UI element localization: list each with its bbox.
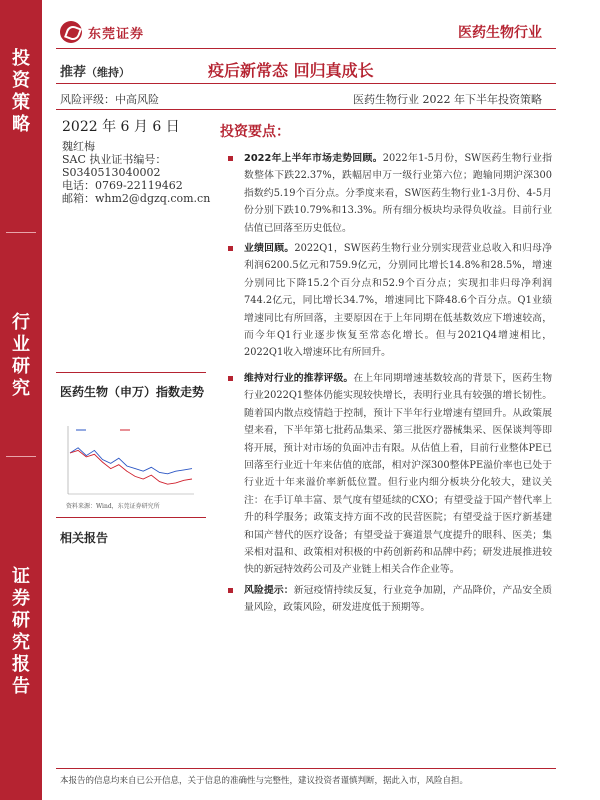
key-point-lead: 2022年上半年市场走势回顾。	[244, 153, 383, 164]
side-char: 究	[12, 632, 30, 653]
key-points-title: 投资要点：	[220, 124, 290, 140]
report-headline: 疫后新常态 回归真成长	[208, 61, 374, 80]
sac-label: SAC 执业证书编号：	[62, 153, 167, 166]
analyst-email: 邮箱：whm2@dgzq.com.cn	[62, 192, 211, 205]
side-char: 究	[12, 378, 30, 399]
chart-title: 医药生物（申万）指数走势	[60, 385, 205, 399]
side-char: 策	[12, 92, 30, 113]
logo-icon	[60, 21, 82, 43]
side-section-industry	[0, 312, 42, 400]
side-char: 告	[12, 676, 30, 697]
key-point	[226, 582, 552, 617]
side-char: 报	[12, 654, 30, 675]
chart-source: 资料来源：Wind，东莞证券研究所	[66, 503, 160, 510]
related-reports-title: 相关报告	[60, 531, 109, 545]
subtitle-rule	[56, 109, 556, 110]
key-point-text: 新冠疫情持续反复，行业竞争加剧，产品降价，产品安全质量风险，政策风险，研发进度低于预期等。	[244, 585, 553, 614]
index-chart	[60, 420, 200, 502]
footer-rule	[56, 768, 556, 769]
side-char: 投	[12, 48, 30, 69]
risk-rating: 风险评级：中高风险	[60, 93, 159, 106]
side-section-strategy	[0, 48, 42, 136]
key-point-text: 2022年1-5月份，SW医药生物行业指数整体下跌22.37%，跌幅居申万一级行业第六位；跑输同期沪深300指数约5.19个百分点。分季度来看，SW医药生物行业1-3月份、4-5月份分别下跌10.79%和13.3%。所有细分板块均录得负收益。目前行业估值已回落至历史低位。	[244, 153, 552, 234]
analyst-name: 魏红梅	[62, 140, 95, 153]
sac-number: S0340513040002	[62, 166, 161, 179]
side-band	[0, 0, 42, 800]
side-section-report	[0, 566, 42, 698]
analyst-phone: 电话：0769-22119462	[62, 179, 183, 192]
footer-disclaimer: 本报告的信息均来自已公开信息，关于信息的准确性与完整性，建议投资者谨慎判断，据此入市，风险自担。	[60, 776, 469, 786]
key-point	[226, 370, 552, 582]
chart-top-rule	[56, 372, 206, 373]
side-char: 业	[12, 334, 30, 355]
key-point-text: 2022Q1，SW医药生物行业分别实现营业总收入和归母净利润6200.5亿元和759.9亿元，分别同比增长14.8%和28.5%，增速分别同比下降15.2个百分点和52.9个百分点；实现扣非归母净利润744.2亿元，同比增长34.7%，增速同比下降48.6个百分点。Q1业绩增速同比有所回落，主要原因在于上年同期在低基数效应下增速较高，而今年Q1行业逐步恢复至常态化增长。但与2021Q4增速相比，2022Q1收入增速环比有所回升。	[244, 243, 553, 359]
side-char: 研	[12, 610, 30, 631]
chart-background	[60, 420, 200, 502]
header-rule	[56, 48, 556, 49]
analyst-info	[62, 140, 210, 205]
key-point-lead: 业绩回顾。	[244, 243, 295, 254]
side-char: 研	[12, 356, 30, 377]
key-point-lead: 维持对行业的推荐评级。	[244, 373, 354, 384]
industry-title: 医药生物行业	[458, 25, 542, 41]
side-divider	[6, 456, 36, 457]
recommendation-label: 推荐	[60, 65, 87, 80]
side-char: 行	[12, 312, 30, 333]
company-logo	[60, 21, 144, 43]
key-point	[226, 150, 552, 240]
side-char: 证	[12, 566, 30, 587]
side-char: 资	[12, 70, 30, 91]
key-point-lead: 风险提示：	[244, 585, 294, 596]
logo-text: 东莞证券	[88, 26, 145, 42]
headline-rule	[56, 83, 556, 84]
recommendation	[60, 61, 130, 80]
recommendation-note: （维持）	[86, 66, 131, 79]
side-char: 略	[12, 114, 30, 135]
key-point	[226, 240, 552, 370]
chart-bottom-rule	[56, 517, 206, 518]
report-date: 2022 年 6 月 6 日	[62, 119, 180, 135]
key-point-text: 在上年同期增速基数较高的背景下，医药生物行业2022Q1整体仍能实现较快增长，表明行业具有较强的增长韧性。随着国内散点疫情趋于控制，预计下半年行业增速有望回升。从政策展望来看，下半年第七批药品集采、第三批医疗器械集采、医保谈判等即将开展，预计对市场的负面冲击有限。从估值上看，目前行业整体PE已回落至行业近十年来估值的底部，相对沪深300整体PE溢价率也已处于行业近十年来溢价率新低位置。但行业内细分板块分化较大，建议关注：在手订单丰富、景气度有望延续的CXO；有望受益于国产替代率上升的科学服务；政策支持方面不改的民营医院；有望受益于医疗新基建和国产替代的医疗设备；有望受益于赛道景气度提升的眼科、医美；集采相对温和、政策相对积极的中药创新药和品牌中药；研发进展推进较快的新冠特效药公司及产业链上相关合作企业等。	[244, 373, 553, 576]
side-divider	[6, 232, 36, 233]
key-points	[226, 150, 552, 617]
side-char: 券	[12, 588, 30, 609]
report-subtitle: 医药生物行业 2022 年下半年投资策略	[353, 93, 542, 106]
